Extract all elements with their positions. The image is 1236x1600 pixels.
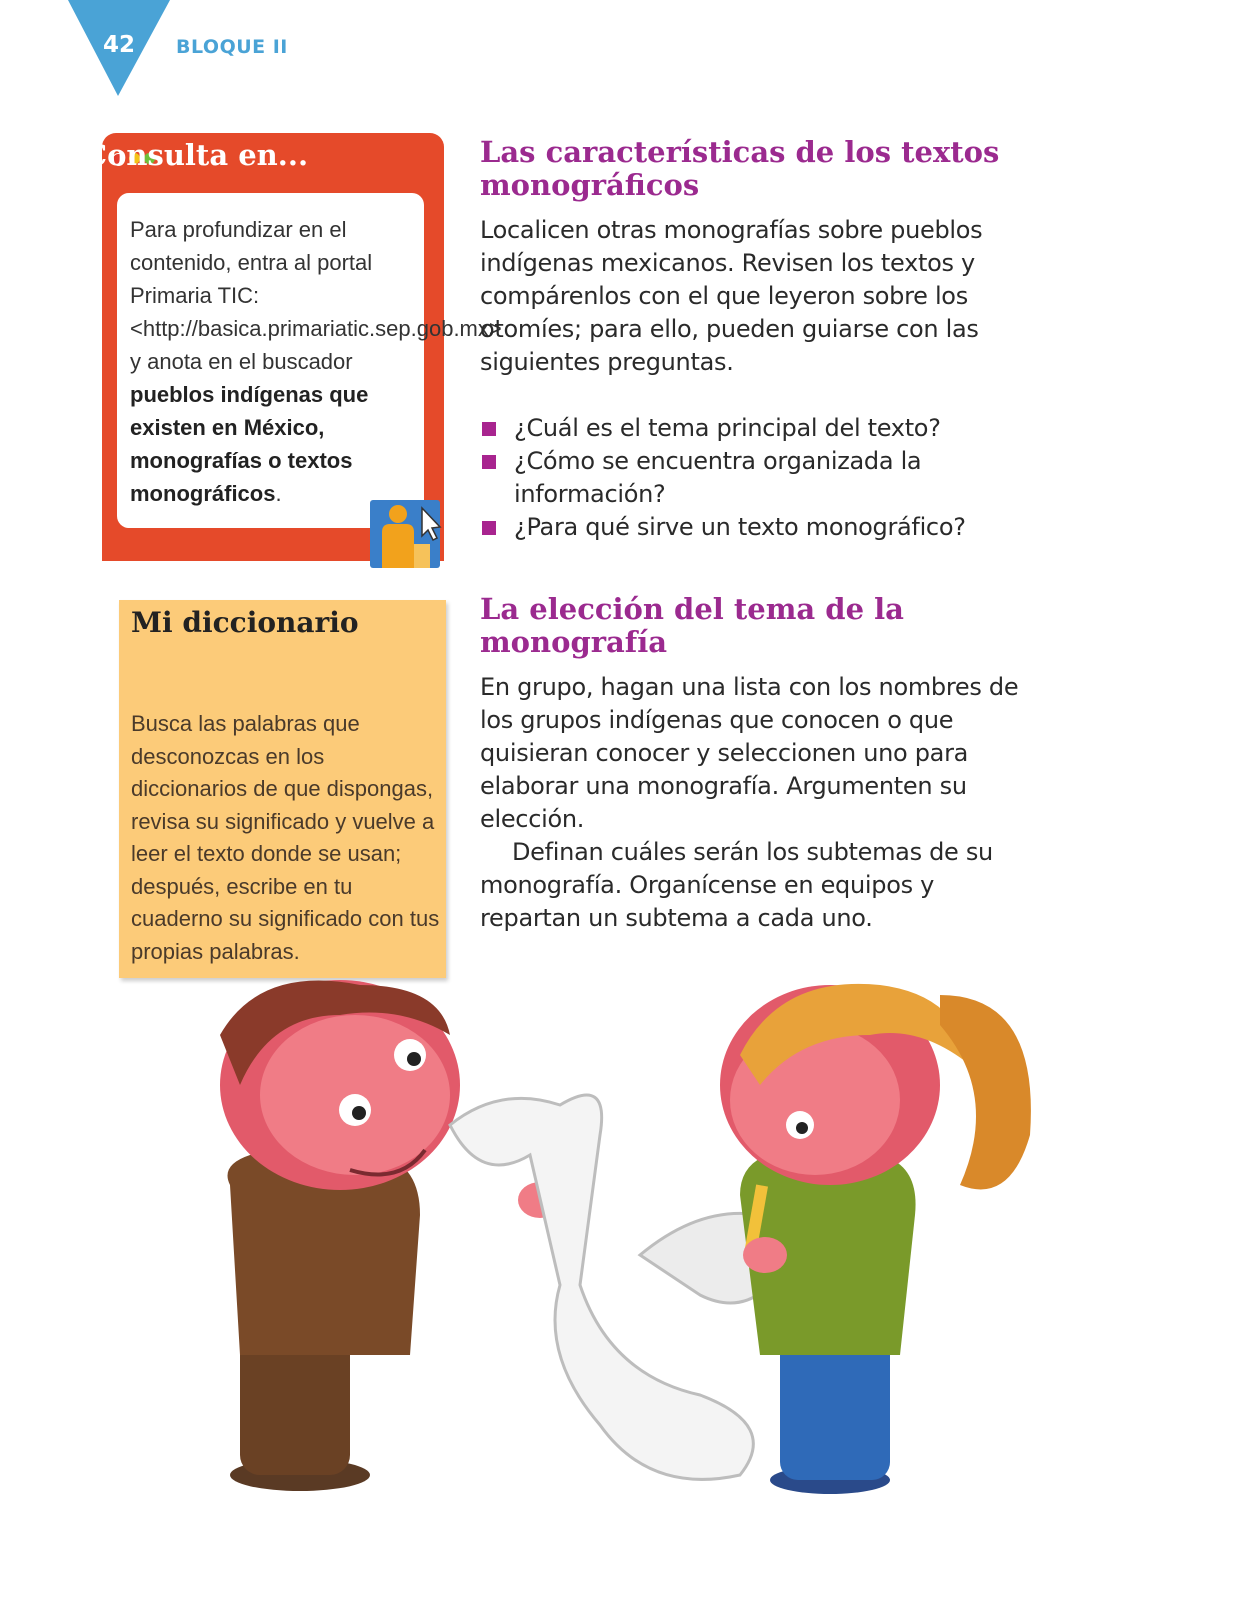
- list-item: ¿Cómo se encuentra organizada la información?: [480, 445, 1040, 511]
- list-item: ¿Cuál es el tema principal del texto?: [480, 412, 1040, 445]
- girl-figure: [720, 984, 1031, 1494]
- section2-paragraph2: Definan cuáles serán los subtemas de su monografía. Organícense en equipos y repartan un subtema a cada uno.: [480, 838, 993, 932]
- consulta-title: Consulta en...: [84, 138, 309, 172]
- section2-paragraph1: En grupo, hagan una lista con los nombres de los grupos indígenas que conocen o que quisieran conocer y seleccionen uno para elaborar una monografía. Argumenten su elección.: [480, 673, 1019, 833]
- consulta-search-terms: pueblos indígenas que existen en México, monografías o textos monográficos: [130, 382, 369, 506]
- diccionario-title: Mi diccionario: [131, 606, 359, 639]
- consulta-text-end: .: [275, 481, 282, 506]
- list-item: ¿Para qué sirve un texto monográfico?: [480, 511, 1040, 544]
- section-label: BLOQUE II: [176, 36, 288, 58]
- section2-heading: La elección del tema de la monografía: [480, 592, 904, 659]
- consulta-text-plain: Para profundizar en el contenido, entra al portal Primaria TIC: <http://basica.primariatic.sep.gob.mx> y anota en el buscador: [130, 217, 502, 374]
- section2-body: [480, 671, 1040, 935]
- section1-paragraph: Localicen otras monografías sobre pueblos indígenas mexicanos. Revisen los textos y compárenlos con el que leyeron sobre los otomíes; para ello, pueden guiarse con las siguientes preguntas.: [480, 216, 983, 376]
- children-reading-illustration: [180, 955, 1050, 1515]
- questions-list: [480, 412, 1040, 544]
- computer-user-icon: [370, 500, 444, 570]
- consulta-text: [130, 213, 502, 510]
- diccionario-text: Busca las palabras que desconozcas en los diccionarios de que dispongas, revisa su significado y vuelve a leer el texto donde se usan; después, escribe en tu cuaderno su significado con tus propias palabras.: [131, 711, 440, 964]
- page-number-tab: [0, 0, 180, 100]
- paper-scroll: [450, 1095, 783, 1479]
- boy-figure: [220, 980, 562, 1491]
- section1-heading: Las características de los textos monográficos: [480, 135, 1000, 202]
- page-number: 42: [103, 32, 136, 58]
